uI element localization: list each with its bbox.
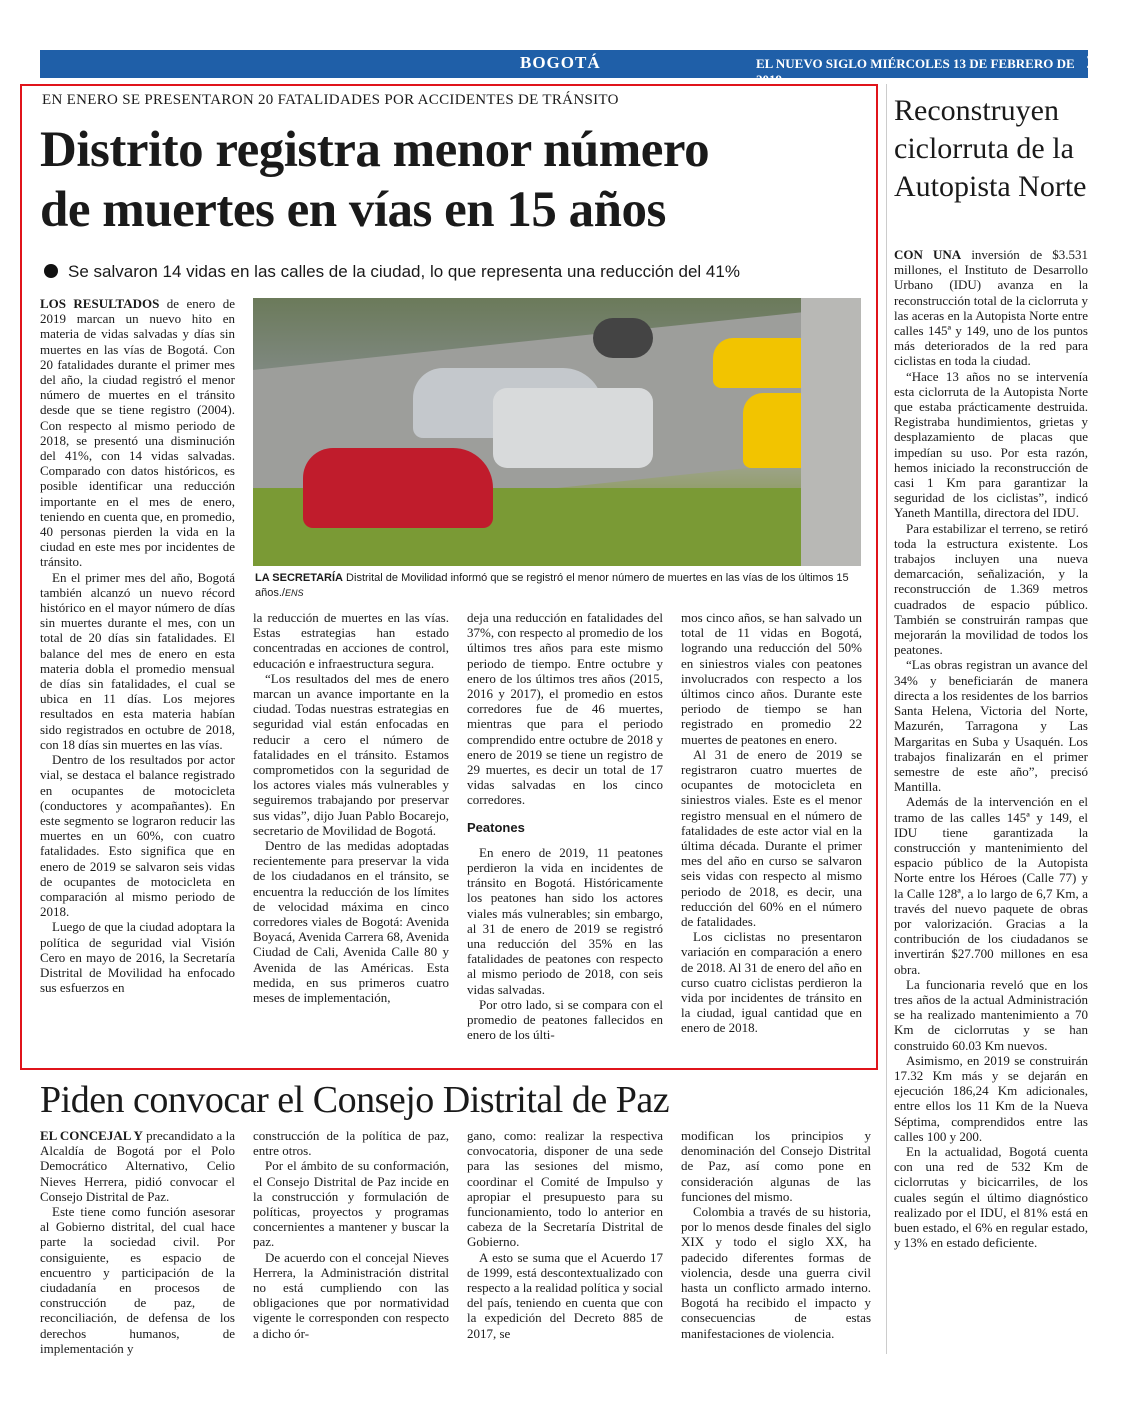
paragraph: Luego de que la ciudad adoptara la política de seguridad vial Visión Cero en mayo de 2016, la Secretaría Distrital de Movilidad ha enfocado sus esfuerzos en	[40, 919, 235, 996]
lead-drop: LOS RESULTADOS	[40, 296, 160, 311]
paragraph: “Hace 13 años no se intervenía esta ciclorruta de la Autopista Norte que estaba prácticamente destruida. Registraba hundimientos, grietas y desplazamiento de placas que impedían su uso. Por esta razón, hemos iniciado la reconstrucción de casi 1 Km para garantizar la seguridad de los ciclistas”, indicó Yaneth Mantilla, directora del IDU.	[894, 368, 1088, 521]
lead-paragraph	[40, 1128, 235, 1204]
section-subhead: Peatones	[467, 819, 525, 835]
second-column-1	[40, 1128, 235, 1356]
paragraph: De acuerdo con el concejal Nieves Herrera, la Administración distrital no está cumpliendo con las obligaciones que por normatividad vigente le corresponden con respecto a dicho ór-	[253, 1249, 449, 1341]
paragraph: construcción de la política de paz, entre otros.	[253, 1128, 449, 1159]
paragraph: Colombia a través de su historia, por lo menos desde finales del siglo XIX y todo el siglo XX, ha padecido diferentes formas de violencia, desde una guerra civil hasta un conflicto armado interno. Bogotá ha recibido el impacto y consecuencias de estas manifestaciones de violencia.	[681, 1204, 871, 1341]
headline-line-1: Distrito registra menor número	[40, 122, 710, 178]
article-kicker: EN ENERO SE PRESENTARON 20 FATALIDADES POR ACCIDENTES DE TRÁNSITO	[42, 92, 619, 108]
main-column-4	[681, 610, 862, 1036]
paragraph: A esto se suma que el Acuerdo 17 de 1999, está descontextualizado con respecto a la realidad política y social del país, teniendo en cuenta que con la expedición del Decreto 885 de 2017, se	[467, 1249, 663, 1341]
main-column-3	[467, 610, 663, 1042]
paragraph: Dentro de las medidas adoptadas recientemente para preservar la vida de los ciudadanos en el tránsito, se encuentra la reducción de los límites de velocidad máxima en cinco corredores viales de Bogotá: Avenida Boyacá, Avenida Carrera 68, Avenida Ciudad de Cali, Avenida Calle 80 y Avenida de las Américas. Esta medida, en sus primeros cuatro meses de implementación,	[253, 838, 449, 1006]
lead-text: precandidato a la Alcaldía de Bogotá por el Polo Democrático Alternativo, Celio Nieves Herrera, pidió convocar el Consejo Distrital de Paz.	[40, 1128, 235, 1204]
dateline: EL NUEVO SIGLO MIÉRCOLES 13 DE FEBRERO DE 2019	[756, 56, 1075, 87]
second-column-3	[467, 1128, 663, 1341]
lead-drop: EL CONCEJAL Y	[40, 1128, 143, 1143]
bullet-icon	[44, 264, 58, 278]
paragraph: Por otro lado, si se compara con el promedio de peatones fallecidos en enero de los últi-	[467, 996, 663, 1043]
headline-line-2: de muertes en vías en 15 años	[40, 182, 666, 238]
paragraph: la reducción de muertes en las vías. Estas estrategias han estado concentradas en acciones de control, educación e infraestructura segura.	[253, 610, 449, 671]
paragraph: Por el ámbito de su conformación, el Consejo Distrital de Paz incide en la construcción y formulación de políticas, proyectos y programas concernientes a mantener y buscar la paz.	[253, 1158, 449, 1250]
lead-paragraph	[40, 296, 235, 570]
paragraph: Además de la intervención en el tramo de las calles 145ª y 149, el IDU tiene garantizada la construcción y mantenimiento del espacio público de la Autopista Norte entre los Héroes (Calle 77) y la Calle 128ª, a lo largo de 6,7 Km, a través del nuevo paquete de obras por valorización. Gracias a la contribución de los ciudadanos se invertirán $27.700 millones en esa obra.	[894, 794, 1088, 977]
article-subhead	[44, 262, 740, 282]
page-number: 17A	[1086, 51, 1123, 73]
main-column-2	[253, 610, 449, 1005]
sidebar-headline: Reconstruyen ciclorruta de la Autopista Norte	[894, 94, 1087, 203]
paragraph: Para estabilizar el terreno, se retiró toda la estructura existente. Los trabajos incluyen una nueva demarcación, señalización, y la reconstrucción de 1.369 metros cuadrados de espacio público. También se construirán rampas que mejorarán la movilidad de todos los peatones.	[894, 520, 1088, 658]
paragraph: “Las obras registran un avance del 34% y beneficiarán de manera directa a los residentes de los barrios Santa Helena, Victoria del Norte, Mazurén, Tarragona y Las Margaritas en Suba y Usaquén. Los trabajos finalizarán en el primer semestre de este año”, precisó Mantilla.	[894, 657, 1088, 795]
lead-text: inversión de $3.531 millones, el Instituto de Desarrollo Urbano (IDU) avanza en la reconstrucción total de la ciclorruta y las aceras en la Autopista Norte entre calles 145ª y 149, uno de los puntos más deteriorados de la red para ciclistas en toda la ciudad.	[894, 247, 1088, 369]
section-name: BOGOTÁ	[520, 53, 601, 72]
paragraph: gano, como: realizar la respectiva convocatoria, disponer de una sede para las sesiones del mismo, coordinar el Comité de Impulso y apropiar el presupuesto para su funcionamiento, todo lo anterior en cabeza de la Secretaría Distrital de Gobierno.	[467, 1128, 663, 1250]
photo-caption	[255, 571, 861, 601]
paragraph: mos cinco años, se han salvado un total de 11 vidas en Bogotá, logrando una reducción del 50% en siniestros viales con peatones involucrados con respecto a los últimos cinco años. Durante este periodo de tiempo se han registrado en promedio 22 muertes de peatones en enero.	[681, 610, 862, 747]
paragraph: La funcionaria reveló que en los tres años de la actual Administración se ha realizado mantenimiento a 70 Km de ciclorrutas y se han construido 60.03 Km nuevos.	[894, 976, 1088, 1053]
paragraph: En el primer mes del año, Bogotá también alcanzó un nuevo récord histórico en el mayor número de días sin muertes durante el mes, con un total de 20 días sin fatalidades. El balance del mes de enero en esta materia dobla el promedio mensual de días sin fatalidades, el cual se ubica en 11 días. Los mejores resultados en esta materia habían sido registrados en octubre de 2018, con 18 días sin muertes en las vías.	[40, 569, 235, 752]
paragraph: Este tiene como función asesorar al Gobierno distrital, del cual hace parte la sociedad civil. Por consiguiente, es espacio de encuentro y participación de la ciudadanía en procesos de construcción de paz, de reconciliación, de defensa de los derechos humanos, de implementación y	[40, 1204, 235, 1356]
caption-lead: LA SECRETARÍA	[255, 572, 343, 584]
sidebar-column	[894, 247, 1088, 1250]
second-headline: Piden convocar el Consejo Distrital de Paz	[40, 1079, 670, 1121]
accident-photo	[253, 298, 861, 566]
paragraph: En enero de 2019, 11 peatones perdieron la vida en incidentes de tránsito en Bogotá. Históricamente los peatones han sido los actores viales más vulnerables; sin embargo, al 31 de enero de 2019 se registró una reducción del 35% en las fatalidades de peatones con respecto al mismo periodo de 2018, con seis vidas salvadas.	[467, 844, 663, 997]
subhead-text: Se salvaron 14 vidas en las calles de la ciudad, lo que representa una reducción del 41%	[68, 262, 740, 281]
photo-motorcycle	[593, 318, 653, 358]
paragraph: En la actualidad, Bogotá cuenta con una red de 532 Km de ciclorrutas y bicicarriles, de los cuales según el último diagnóstico realizado por el IDU, el 81% está en buen estado, el 6% en regular estado, y 13% en estado deficiente.	[894, 1143, 1088, 1251]
paragraph: Dentro de los resultados por actor vial, se destaca el balance registrado en ocupantes de motocicleta (conductores y acompañantes). En este segmento se lograron reducir las muertes en un 60%, con cuatro fatalidades. Esto significa que en enero de 2019 se salvaron seis vidas de ocupantes de motocicleta en comparación al mismo periodo de 2018.	[40, 752, 235, 920]
paragraph: Al 31 de enero de 2019 se registraron cuatro muertes de ocupantes de motocicleta en siniestros viales. Este es el menor registro mensual en el número de fatalidades de este actor vial en la última década. Durante el primer mes del año en curso se salvaron seis vidas con respecto al mismo periodo de 2018, es decir, una reducción del 60% en el número de fatalidades.	[681, 746, 862, 930]
main-column-1	[40, 296, 235, 995]
article-headline	[40, 120, 840, 240]
lead-paragraph	[894, 247, 1088, 369]
lead-drop: CON UNA	[894, 247, 962, 262]
photo-credit: ENS	[284, 588, 304, 598]
caption-text: Distrital de Movilidad informó que se registró el menor número de muertes en las vías de los últimos 15 años./	[255, 572, 849, 599]
column-divider	[886, 84, 887, 1354]
photo-pillar	[801, 298, 861, 566]
lead-text: de enero de 2019 marcan un nuevo hito en materia de vidas salvadas y días sin muertes en las vías de Bogotá. Con 20 fatalidades durante el primer mes del año, la ciudad registró el menor número de muertes en el tránsito desde que se tiene registro (2004). Con respecto al mismo periodo de 2018, se presentó una disminución del 41%, con 14 vidas salvadas. Comparado con datos históricos, es posible identificar una reducción importante en el mes de enero, teniendo en cuenta que, en promedio, 40 personas pierden la vida en la ciudad en este mes por incidentes de tránsito.	[40, 296, 235, 570]
second-column-2	[253, 1128, 449, 1341]
paragraph: modifican los principios y denominación del Consejo Distrital de Paz, así como pone en consideración algunas de las funciones del mismo.	[681, 1128, 871, 1204]
photo-suv	[493, 388, 653, 468]
paragraph: Asimismo, en 2019 se construirán 17.32 Km más y se dejarán en ejecución 186,24 Km adicionales, entre ellos los 11 Km de la Nueva Séptima, comprendidos entre las calles 100 y 200.	[894, 1052, 1088, 1144]
photo-red-car	[303, 448, 493, 528]
masthead-bar	[40, 50, 1123, 87]
paragraph: “Los resultados del mes de enero marcan un avance importante en la ciudad. Todas nuestras estrategias en seguridad vial están enfocadas en reducir a cero el número de fatalidades en el tránsito. Estamos comprometidos con la seguridad de los actores viales más vulnerables y seguiremos trabajando por preservar sus vidas”, dijo Juan Pablo Bocarejo, secretario de Movilidad de Bogotá.	[253, 670, 449, 838]
paragraph: deja una reducción en fatalidades del 37%, con respecto al promedio de los últimos tres años para este mismo periodo de tiempo. Entre octubre y enero de los últimos tres años (2015, 2016 y 2017), el promedio en estos corredores fue de 46 muertes, mientras que para el periodo comprendido entre octubre de 2018 y enero de 2019 se tiene un registro de 29 muertes, es decir un total de 17 vidas salvadas en los cinco corredores.	[467, 610, 663, 808]
paragraph: Los ciclistas no presentaron variación en comparación a enero de 2018. Al 31 de enero del año en curso cuatro ciclistas perdieron la vida por incidentes de tránsito en la ciudad, igual cantidad que en enero de 2018.	[681, 929, 862, 1036]
second-column-4	[681, 1128, 871, 1341]
